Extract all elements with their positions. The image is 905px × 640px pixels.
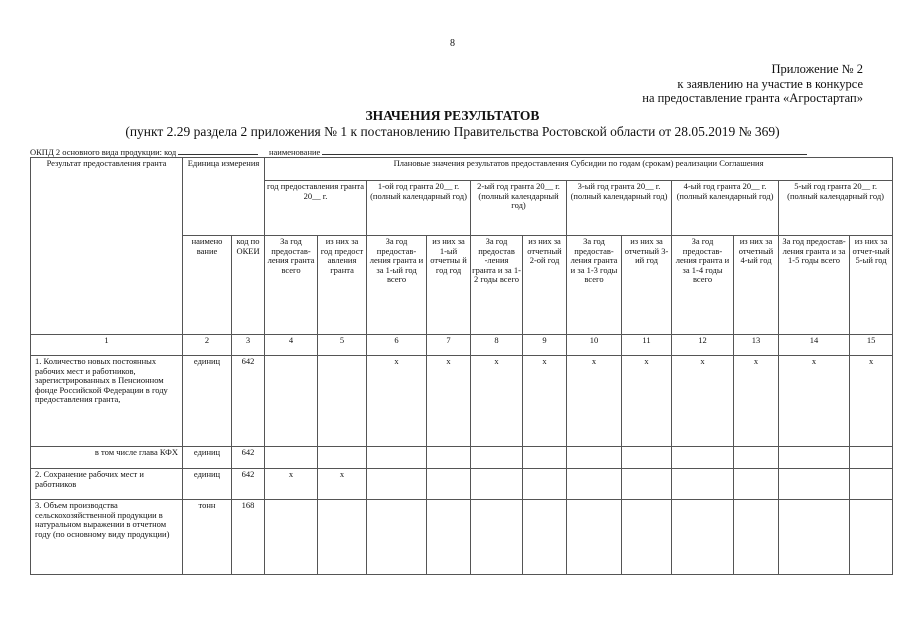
value-cell[interactable]: x (523, 356, 567, 447)
value-cell[interactable] (779, 469, 850, 500)
head-year-2: 2-ый год гранта 20__ г. (полный календарный год) (471, 181, 567, 236)
value-cell[interactable]: x (734, 356, 779, 447)
col-num: 7 (427, 335, 471, 356)
page-number: 8 (450, 38, 455, 49)
value-cell[interactable]: x (779, 356, 850, 447)
value-cell[interactable] (471, 469, 523, 500)
row-okei: 168 (232, 500, 265, 575)
head-year-1-total: За год предостав-ления гранта и за 1-ый год всего (367, 236, 427, 335)
table-row (31, 356, 893, 447)
col-num: 4 (265, 335, 318, 356)
head-planned: Плановые значения результатов предоставления Субсидии по годам (срокам) реализации Соглашения (265, 158, 893, 181)
col-num: 8 (471, 335, 523, 356)
head-year-0-of-which: из них за год предост авления гранта (318, 236, 367, 335)
value-cell[interactable] (672, 500, 734, 575)
row-result-name: 3. Объем производства сельскохозяйственной продукции в натуральном выражении в отчетном году (по основному виду продукции) (31, 500, 183, 575)
head-year-4-total: За год предостав-ления гранта и за 1-4 годы всего (672, 236, 734, 335)
head-year-3-total: За год предостав-ления гранта и за 1-3 годы всего (567, 236, 622, 335)
head-year-0-total: За год предостав-ления гранта всего (265, 236, 318, 335)
okpd-line (30, 146, 860, 157)
row-okei: 642 (232, 356, 265, 447)
col-num: 2 (183, 335, 232, 356)
value-cell[interactable] (734, 447, 779, 469)
row-result-name: в том числе глава КФХ (31, 447, 183, 469)
row-unit: единиц (183, 447, 232, 469)
col-num: 11 (622, 335, 672, 356)
table-row (31, 447, 893, 469)
value-cell[interactable] (734, 469, 779, 500)
value-cell[interactable] (672, 447, 734, 469)
okpd-code-blank (178, 146, 258, 155)
value-cell[interactable]: x (622, 356, 672, 447)
value-cell[interactable] (850, 469, 893, 500)
value-cell[interactable] (471, 500, 523, 575)
head-year-5: 5-ый год гранта 20__ г. (полный календарный год) (779, 181, 893, 236)
head-year-5-total: За год предостав-ления гранта и за 1-5 годы всего (779, 236, 850, 335)
col-num: 12 (672, 335, 734, 356)
value-cell[interactable]: x (672, 356, 734, 447)
value-cell[interactable] (734, 500, 779, 575)
appendix-line-2: к заявлению на участие в конкурсе (677, 76, 863, 91)
value-cell[interactable] (367, 469, 427, 500)
appendix-line-1: Приложение № 2 (771, 62, 863, 76)
okpd-code-label: ОКПД 2 основного вида продукции: код (30, 147, 177, 157)
row-unit: единиц (183, 356, 232, 447)
row-okei: 642 (232, 447, 265, 469)
head-year-3-of-which: из них за отчетный 3-ий год (622, 236, 672, 335)
value-cell[interactable]: x (318, 469, 367, 500)
value-cell[interactable] (622, 469, 672, 500)
col-num: 6 (367, 335, 427, 356)
table-row (31, 500, 893, 575)
value-cell[interactable] (672, 469, 734, 500)
value-cell[interactable] (622, 447, 672, 469)
value-cell[interactable] (265, 500, 318, 575)
okpd-name-label: наименование (268, 147, 321, 157)
value-cell[interactable] (567, 469, 622, 500)
column-number-row (31, 335, 893, 356)
value-cell[interactable] (265, 356, 318, 447)
value-cell[interactable] (850, 500, 893, 575)
document-title: ЗНАЧЕНИЯ РЕЗУЛЬТАТОВ (365, 108, 540, 123)
results-table (30, 157, 893, 575)
value-cell[interactable] (850, 447, 893, 469)
header-row-1 (31, 158, 893, 181)
col-num: 9 (523, 335, 567, 356)
head-unit-name: наимено вание (183, 236, 232, 335)
row-result-name: 2. Сохранение рабочих мест и работников (31, 469, 183, 500)
value-cell[interactable]: x (367, 356, 427, 447)
document-subtitle: (пункт 2.29 раздела 2 приложения № 1 к постановлению Правительства Ростовской области от 28.05.2019 № 369) (125, 124, 780, 139)
value-cell[interactable] (523, 500, 567, 575)
row-okei: 642 (232, 469, 265, 500)
value-cell[interactable] (367, 500, 427, 575)
col-num: 1 (31, 335, 183, 356)
value-cell[interactable]: x (567, 356, 622, 447)
head-year-4: 4-ый год гранта 20__ г. (полный календарный год) (672, 181, 779, 236)
head-unit: Единица измерения (183, 158, 265, 236)
value-cell[interactable]: x (265, 469, 318, 500)
head-year-5-of-which: из них за отчет-ный 5-ый год (850, 236, 893, 335)
value-cell[interactable]: x (850, 356, 893, 447)
col-num: 15 (850, 335, 893, 356)
value-cell[interactable] (427, 447, 471, 469)
value-cell[interactable] (523, 469, 567, 500)
table-row (31, 469, 893, 500)
head-year-2-total: За год предостав -ления гранта и за 1-2 годы всего (471, 236, 523, 335)
value-cell[interactable] (427, 469, 471, 500)
appendix-line-3: на предоставление гранта «Агростартап» (642, 91, 863, 105)
col-num: 10 (567, 335, 622, 356)
head-year-4-of-which: из них за отчетный 4-ый год (734, 236, 779, 335)
okpd-name-blank (322, 146, 807, 155)
value-cell[interactable] (779, 500, 850, 575)
value-cell[interactable] (567, 447, 622, 469)
value-cell[interactable] (523, 447, 567, 469)
value-cell[interactable] (427, 500, 471, 575)
head-year-3: 3-ый год гранта 20__ г. (полный календарный год) (567, 181, 672, 236)
value-cell[interactable]: x (427, 356, 471, 447)
value-cell[interactable] (318, 356, 367, 447)
head-result: Результат предоставления гранта (31, 158, 183, 335)
head-year-1-of-which: из них за 1-ый отчетны й год год (427, 236, 471, 335)
appendix-header (642, 62, 863, 106)
value-cell[interactable] (567, 500, 622, 575)
value-cell[interactable] (265, 447, 318, 469)
head-unit-okei: код по ОКЕИ (232, 236, 265, 335)
value-cell[interactable] (471, 447, 523, 469)
value-cell[interactable]: x (471, 356, 523, 447)
head-year-1: 1-ой год гранта 20__ г. (полный календарный год) (367, 181, 471, 236)
head-year-0: год предоставления гранта 20__ г. (265, 181, 367, 236)
col-num: 14 (779, 335, 850, 356)
head-year-2-of-which: из них за отчетный 2-ой год (523, 236, 567, 335)
col-num: 5 (318, 335, 367, 356)
value-cell[interactable] (622, 500, 672, 575)
value-cell[interactable] (367, 447, 427, 469)
value-cell[interactable] (779, 447, 850, 469)
row-unit: тонн (183, 500, 232, 575)
col-num: 3 (232, 335, 265, 356)
value-cell[interactable] (318, 500, 367, 575)
value-cell[interactable] (318, 447, 367, 469)
row-unit: единиц (183, 469, 232, 500)
col-num: 13 (734, 335, 779, 356)
row-result-name: 1. Количество новых постоянных рабочих мест и работников, зарегистрированных в Пенсионном фонде Российской Федерации в году предоставления гранта, (31, 356, 183, 447)
